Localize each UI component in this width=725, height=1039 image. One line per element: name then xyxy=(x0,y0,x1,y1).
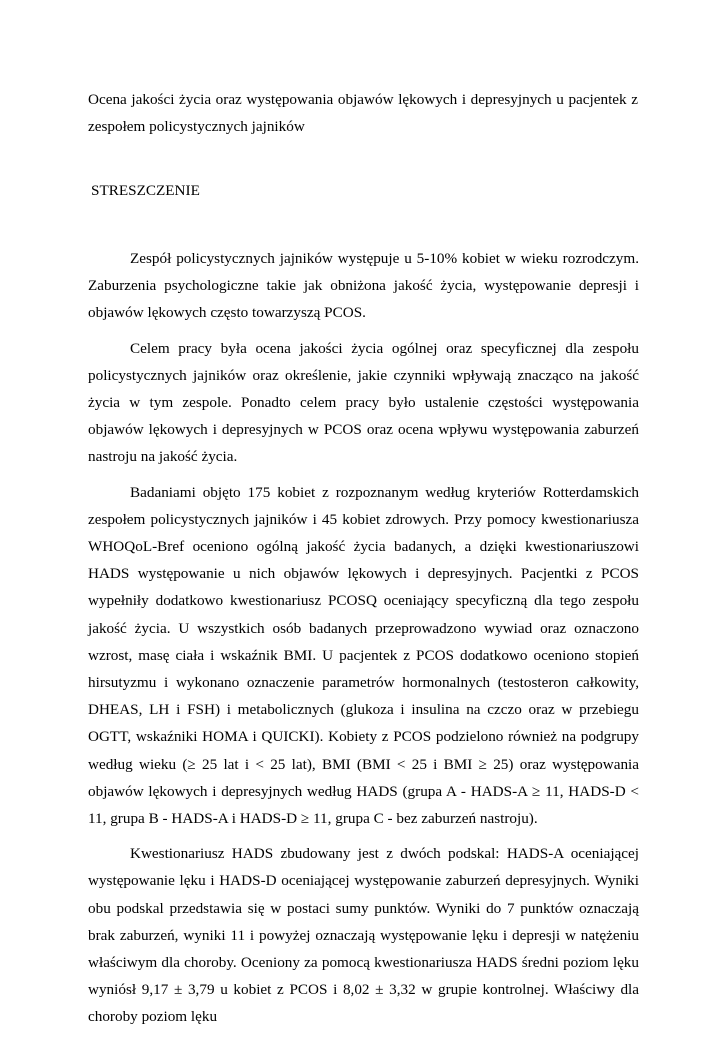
paragraph-2: Celem pracy była ocena jakości życia ogólnej oraz specyficznej dla zespołu policystycznych jajników oraz określenie, jakie czynniki wpływają znacząco na jakość życia w tym zespole. Ponadto celem pracy było ustalenie częstości występowania objawów lękowych i depresyjnych w PCOS oraz ocena wpływu występowania zaburzeń nastroju na jakość życia. xyxy=(88,339,639,466)
section-heading: STRESZCZENIE xyxy=(91,182,200,199)
abstract-body xyxy=(88,245,639,1039)
paragraph-4: Kwestionariusz HADS zbudowany jest z dwóch podskal: HADS-A oceniającej występowanie lęku i HADS-D oceniającej występowanie zaburzeń depresyjnych. Wyniki obu podskal przedstawia się w postaci sumy punktów. Wyniki do 7 punktów oznaczają brak zaburzeń, wyniki 11 i powyżej oznaczają występowanie lęku i depresji w natężeniu właściwym dla choroby. Oceniony za pomocą kwestionariusza HADS średni poziom lęku wyniósł 9,17 ± 3,79 u kobiet z PCOS i 8,02 ± 3,32 w grupie kontrolnej. Właściwy dla choroby poziom lęku xyxy=(88,845,639,1026)
paragraph-3: Badaniami objęto 175 kobiet z rozpoznanym według kryteriów Rotterdamskich zespołem policystycznych jajników i 45 kobiet zdrowych. Przy pomocy kwestionariusza WHOQoL-Bref oceniono ogólną jakość życia badanych, a dzięki kwestionariuszowi HADS występowanie u nich objawów lękowych i depresyjnych. Pacjentki z PCOS wypełniły dodatkowo kwestionariusz PCOSQ oceniający specyficzną dla tego zespołu jakość życia. U wszystkich osób badanych przeprowadzono wywiad oraz oznaczono wzrost, masę ciała i wskaźnik BMI. U pacjentek z PCOS dodatkowo oceniono stopień hirsutyzmu i wykonano oznaczenie parametrów hormonalnych (testosteron całkowity, DHEAS, LH i FSH) i metabolicznych (glukoza i insulina na czczo oraz w przebiegu OGTT, wskaźniki HOMA i QUICKI). Kobiety z PCOS podzielono również na podgrupy według wieku (≥ 25 lat i < 25 lat), BMI (BMI < 25 i BMI ≥ 25) oraz występowania objawów lękowych i depresyjnych według HADS (grupa A - HADS-A ≥ 11, HADS-D < 11, grupa B - HADS-A i HADS-D ≥ 11, grupa C - bez zaburzeń nastroju). xyxy=(88,483,639,828)
paragraph-1: Zespół policystycznych jajników występuje u 5-10% kobiet w wieku rozrodczym. Zaburzenia psychologiczne takie jak obniżona jakość życia, występowanie depresji i objawów lękowych często towarzyszą PCOS. xyxy=(88,250,639,322)
document-title: Ocena jakości życia oraz występowania objawów lękowych i depresyjnych u pacjentek z zespołem policystycznych jajników xyxy=(88,91,638,135)
